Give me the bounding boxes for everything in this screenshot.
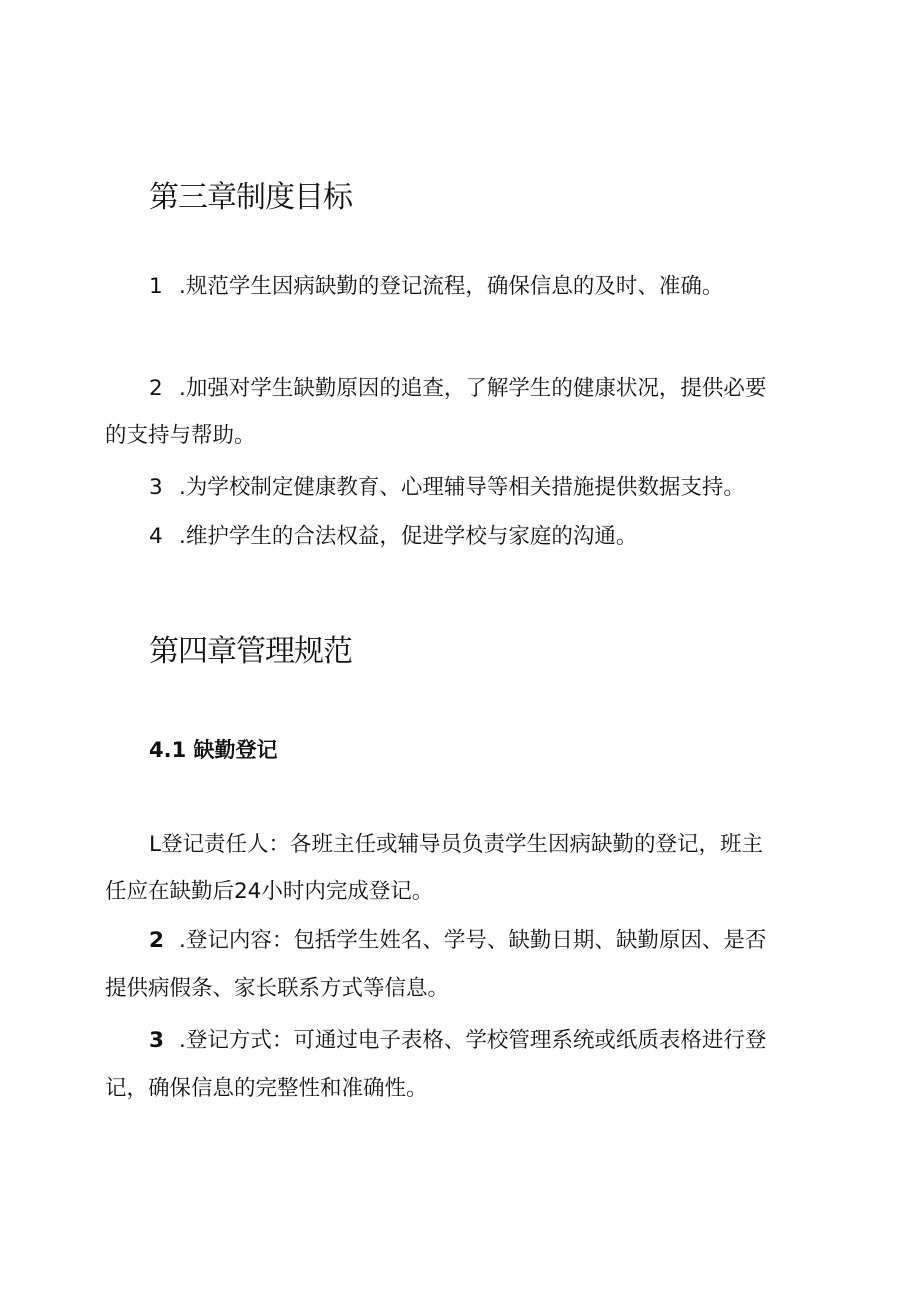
item-text: .加强对学生缺勤原因的追查，了解学生的健康状况，提供必要 bbox=[179, 376, 767, 401]
item-text: .为学校制定健康教育、心理辅导等相关措施提供数据支持。 bbox=[179, 475, 745, 500]
chapter3-item-2-continuation: 的支持与帮助。 bbox=[105, 423, 256, 448]
item-number: 2 bbox=[149, 376, 163, 401]
item-number: 4 bbox=[149, 524, 163, 549]
item-text: .规范学生因病缺勤的登记流程，确保信息的及时、准确。 bbox=[179, 274, 724, 299]
chapter4-item-2 bbox=[149, 918, 766, 964]
item-text: .维护学生的合法权益，促进学校与家庭的沟通。 bbox=[179, 524, 638, 549]
chapter3-item-2 bbox=[149, 366, 766, 412]
item-text: .登记方式：可通过电子表格、学校管理系统或纸质表格进行登 bbox=[179, 1028, 767, 1053]
item-number: 3 bbox=[149, 1028, 164, 1053]
section-4-1-heading: 4.1 缺勤登记 bbox=[149, 738, 278, 762]
chapter3-item-4 bbox=[149, 514, 637, 560]
chapter3-item-3 bbox=[149, 465, 745, 511]
item-number: 3 bbox=[149, 475, 163, 500]
chapter3-item-1 bbox=[149, 264, 723, 310]
chapter3-heading: 第三章制度目标 bbox=[149, 180, 352, 215]
chapter4-item-2-continuation: 提供病假条、家长联系方式等信息。 bbox=[105, 976, 450, 1001]
chapter4-item-1-continuation: 任应在缺勤后24小时内完成登记。 bbox=[105, 879, 434, 904]
chapter4-heading: 第四章管理规范 bbox=[149, 634, 352, 669]
chapter4-item-3-continuation: 记，确保信息的完整性和准确性。 bbox=[105, 1076, 428, 1101]
item-text: .登记内容：包括学生姓名、学号、缺勤日期、缺勤原因、是否 bbox=[179, 928, 767, 953]
item-number: 2 bbox=[149, 928, 164, 953]
chapter4-item-3 bbox=[149, 1018, 766, 1064]
item-number: 1 bbox=[149, 274, 163, 299]
chapter4-item-1: L登记责任人：各班主任或辅导员负责学生因病缺勤的登记，班主 bbox=[149, 832, 763, 857]
